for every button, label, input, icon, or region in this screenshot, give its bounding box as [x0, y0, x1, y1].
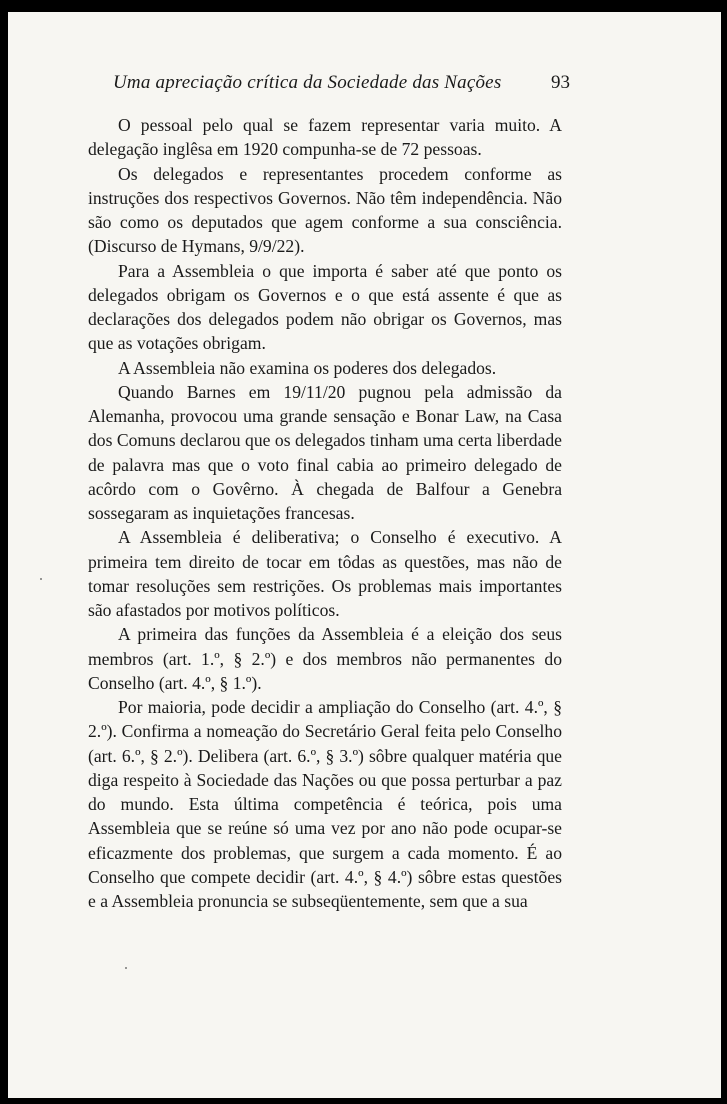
page-number: 93 [551, 72, 570, 93]
scan-speck [125, 967, 127, 969]
paragraph: A Assembleia é deliberativa; o Conselho é executivo. A primeira tem direito de tocar em tôdas as questões, mas não de tomar resoluções sem restrições. Os problemas mais importantes são afastados por motivos políticos. [88, 527, 562, 620]
paragraph: A primeira das funções da Assembleia é a eleição dos seus membros (art. 1.º, § 2.º) e dos membros não permanentes do Conselho (art. 4.º, § 1.º). [88, 624, 562, 693]
scan-speck [40, 578, 42, 580]
paragraph: Por maioria, pode decidir a ampliação do Conselho (art. 4.º, § 2.º). Confirma a nomeação do Secretário Geral feita pelo Conselho (art. 6.º, § 2.º). Delibera (art. 6.º, § 3.º) sôbre qualquer matéria que diga respeito à Sociedade das Nações ou que possa perturbar a paz do mundo. Esta última competência é teórica, pois uma Assembleia que se reúne só uma vez por ano não pode ocupar-se eficazmente dos problemas, que surgem a cada momento. É ao Conselho que compete decidir (art. 4.º, § 4.º) sôbre estas questões e a Assembleia pronuncia se subseqüentemente, sem que a sua [88, 697, 562, 911]
paragraph: Para a Assembleia o que importa é saber até que ponto os delegados obrigam os Governos e o que está assente é que as declarações dos delegados podem não obrigar os Governos, mas que as votações obrigam. [88, 260, 562, 354]
scan-border-left [0, 0, 8, 1104]
running-title: Uma apreciação crítica da Sociedade das Nações [113, 72, 502, 93]
paragraph: Quando Barnes em 19/11/20 pugnou pela admissão da Alemanha, provocou uma grande sensação e Bonar Law, na Casa dos Comuns declarou que os delegados tinham uma certa liberdade de palavra mas que o voto final cabia ao primeiro delegado de acôrdo com o Govêrno. À chegada de Balfour a Genebra sossegaram as inquietações francesas. [88, 381, 562, 523]
paragraph: O pessoal pelo qual se fazem representar varia muito. A delegação inglêsa em 1920 compunha-se de 72 pessoas. [88, 115, 562, 160]
scan-border-bottom [0, 1098, 727, 1104]
scan-border-top [0, 0, 727, 12]
scan-border-right [721, 0, 727, 1104]
paragraph: Os delegados e representantes procedem conforme as instruções dos respectivos Governos. Não têm independência. Não são como os deputados que agem conforme a sua consciência. (Discurso de Hymans, 9/9/22). [88, 163, 562, 257]
body-text [88, 113, 562, 913]
paragraph: A Assembleia não examina os poderes dos delegados. [118, 357, 497, 378]
page-header [113, 72, 570, 94]
